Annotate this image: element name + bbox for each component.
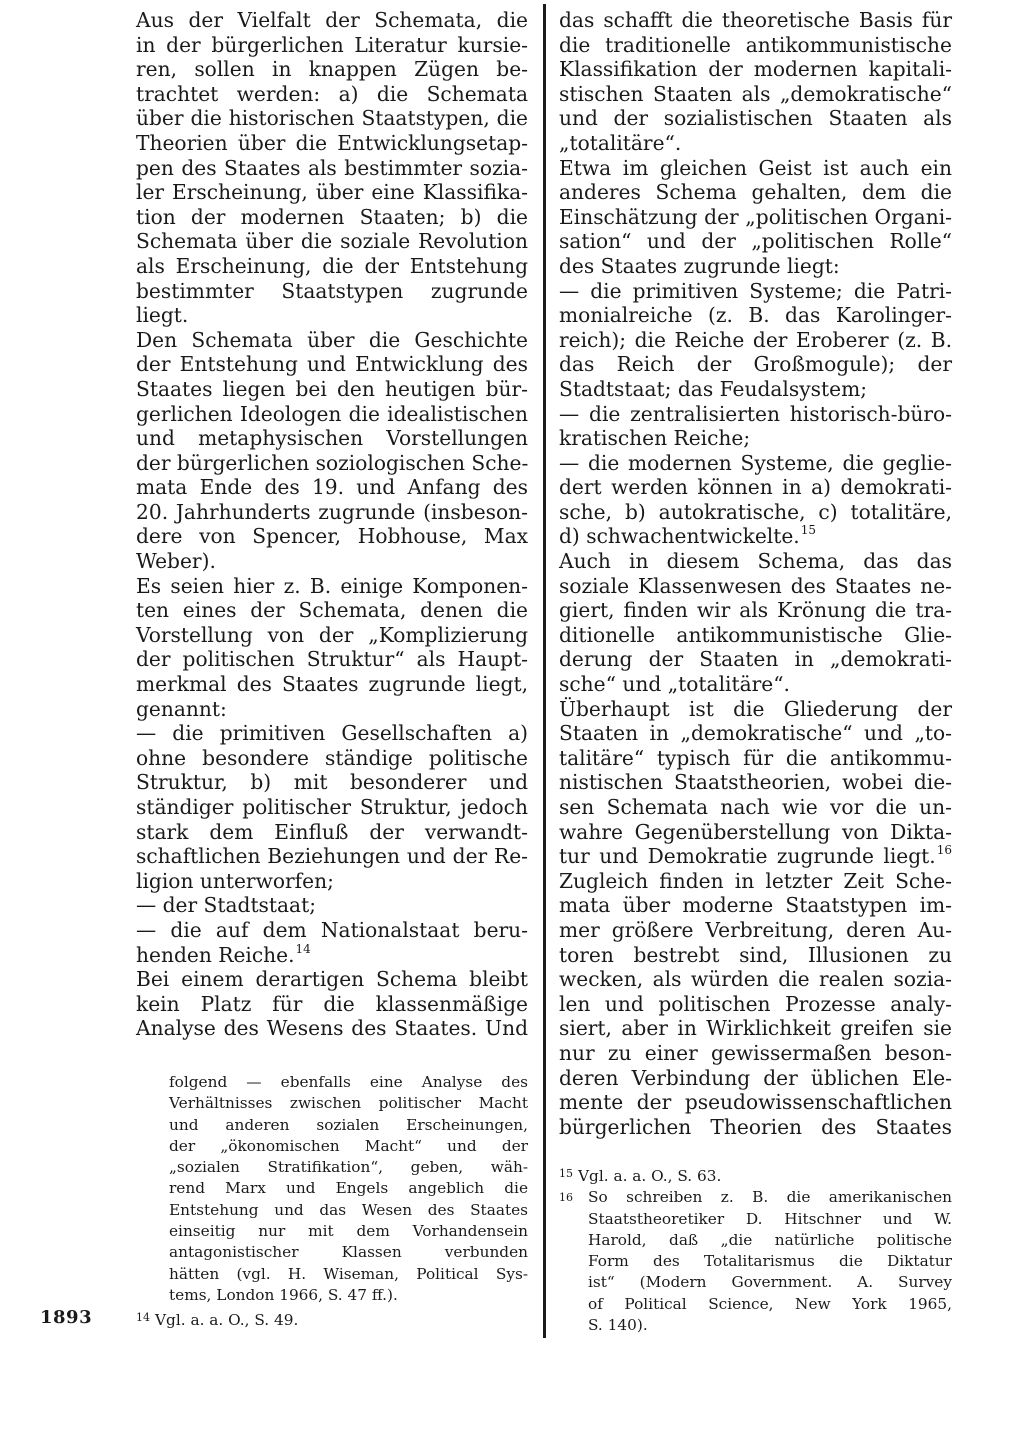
footnote-line: ist“ (Modern Government. A. Survey <box>588 1273 952 1292</box>
text-line: der politischen Struktur“ als Haupt- <box>136 647 528 672</box>
text-line: toren bestrebt sind, Illusionen zu <box>559 942 952 967</box>
text-line: der bürgerlichen soziologischen Sche- <box>136 450 529 475</box>
footnote-15 <box>559 1163 952 1187</box>
text-line: dert werden können in a) demokrati- <box>559 475 952 500</box>
text-line: des Staates zugrunde liegt: <box>559 253 840 278</box>
text-line: ständiger politischer Struktur, jedoch <box>136 795 528 819</box>
text-line: mata Ende des 19. und Anfang des <box>136 475 528 500</box>
footnote-line: S. 140). <box>588 1316 648 1335</box>
footnote-line: und anderen sozialen Erscheinungen, <box>169 1115 528 1134</box>
text-line: stark dem Einfluß der verwandt- <box>136 819 528 844</box>
text-line: Überhaupt ist die Gliederung der <box>559 696 952 721</box>
text-line: Es seien hier z. B. einige Komponen- <box>136 573 528 598</box>
text-line: giert, finden wir als Krönung die tra- <box>559 598 952 623</box>
text-line: tur und Demokratie zugrunde liegt. <box>559 844 936 869</box>
text-line: — der Stadtstaat; <box>136 893 317 918</box>
footnote-line: einseitig nur mit dem Vorhandensein <box>169 1222 528 1241</box>
text-line: ligion unterworfen; <box>136 868 334 893</box>
text-line: Theorien über die Entwicklungsetap- <box>136 130 528 155</box>
text-line: schaftlichen Beziehungen und der Re- <box>136 844 528 869</box>
text-line: Struktur, b) mit besonderer und <box>136 770 528 795</box>
text-line: Staates liegen bei den heutigen bür- <box>136 376 528 401</box>
text-line: — die modernen Systeme, die geglie- <box>559 450 952 475</box>
right-column <box>559 8 952 1139</box>
text-line: Weber). <box>136 549 216 574</box>
text-line: anderes Schema gehalten, dem die <box>559 180 952 205</box>
footnote-16 <box>559 1187 952 1336</box>
text-line: bürgerlichen Theorien des Staates <box>559 1114 952 1139</box>
text-line: sche, b) autokratische, c) totalitäre, <box>559 499 952 524</box>
footnote-continuation <box>136 1072 528 1306</box>
text-line: die traditionelle antikommunistische <box>559 32 952 57</box>
footnote-ref-16[interactable]: 16 <box>936 843 952 858</box>
footnote-text: Vgl. a. a. O., S. 63. <box>578 1167 722 1185</box>
footnote-line: Entstehung und das Wesen des Staates <box>169 1200 528 1219</box>
text-line: Klassifikation der modernen kapitali- <box>559 57 952 82</box>
text-line: — die primitiven Gesellschaften a) <box>136 721 528 746</box>
text-line: und metaphysischen Vorstellungen <box>136 426 528 451</box>
footnote-line: Form des Totalitarismus die Diktatur <box>588 1252 952 1271</box>
text-line: stischen Staaten als „demokratische“ <box>559 81 952 106</box>
text-line: — die zentralisierten historisch-büro- <box>559 401 952 426</box>
text-line: sche“ und „totalitäre“. <box>559 672 790 697</box>
text-line: Stadtstaat; das Feudalsystem; <box>559 376 868 401</box>
footnote-line: So schreiben z. B. die amerikanischen <box>588 1188 952 1207</box>
text-line: wecken, als würden die realen sozia- <box>559 967 952 992</box>
text-line: len und politischen Prozesse analy- <box>559 991 952 1016</box>
left-column <box>136 8 528 1041</box>
text-line: wahre Gegenüberstellung von Dikta- <box>559 819 952 844</box>
column-divider <box>543 4 546 1338</box>
text-line: das schafft die theoretische Basis für <box>559 8 952 32</box>
footnote-ref-15[interactable]: 15 <box>800 523 817 538</box>
text-line: deren Verbindung der üblichen Ele- <box>559 1065 952 1090</box>
footnotes-left <box>136 1072 528 1332</box>
text-line: reich); die Reiche der Eroberer (z. B. <box>559 327 952 352</box>
text-line: henden Reiche. <box>136 942 295 967</box>
text-line: über die historischen Staatstypen, die <box>136 106 528 131</box>
text-line: Bei einem derartigen Schema bleibt <box>136 967 528 992</box>
footnote-line: Staatstheoretiker D. Hitschner und W. <box>588 1209 952 1228</box>
footnote-number: 16 <box>559 1191 573 1205</box>
text-line: Aus der Vielfalt der Schemata, die <box>136 8 528 32</box>
footnote-line: „sozialen Stratifikation“, geben, wäh- <box>169 1158 528 1177</box>
text-line: in der bürgerlichen Literatur kursie- <box>136 32 528 57</box>
text-line: Vorstellung von der „Komplizierung <box>136 622 528 647</box>
text-line: kein Platz für die klassenmäßige <box>136 991 528 1016</box>
text-line: dere von Spencer, Hobhouse, Max <box>136 524 528 549</box>
text-line-with-note <box>136 943 528 968</box>
text-line: ren, sollen in knappen Zügen be- <box>136 57 528 82</box>
text-line: kratischen Reiche; <box>559 426 751 451</box>
footnote-line: rend Marx und Engels angeblich die <box>169 1179 528 1198</box>
text-line: talitäre“ typisch für die antikommu- <box>559 745 952 770</box>
text-line: nur zu einer gewissermaßen beson- <box>559 1040 952 1065</box>
text-line: tion der modernen Staaten; b) die <box>136 204 528 229</box>
text-line: genannt: <box>136 696 227 721</box>
page-number: 1893 <box>40 1307 93 1328</box>
text-line: bestimmter Staatstypen zugrunde <box>136 278 528 303</box>
text-line: ler Erscheinung, über eine Klassifika- <box>136 180 528 205</box>
footnote-number: 15 <box>559 1167 573 1180</box>
text-line-with-note <box>559 524 952 549</box>
text-line: nistischen Staatstheorien, wobei die- <box>559 770 952 795</box>
text-line: d) schwachentwickelte. <box>559 524 800 549</box>
footnote-line: Verhältnisses zwischen politischer Macht <box>169 1094 528 1113</box>
text-line: ten eines der Schemata, denen die <box>136 598 528 623</box>
text-line: liegt. <box>136 303 189 328</box>
text-line: Analyse des Wesens des Staates. Und <box>136 1016 528 1041</box>
text-line: Zugleich finden in letzter Zeit Sche- <box>559 868 952 893</box>
text-line: Etwa im gleichen Geist ist auch ein <box>559 155 952 180</box>
text-line: — die primitiven Systeme; die Patri- <box>559 278 952 303</box>
text-line: sen Schemata nach wie vor die un- <box>559 795 952 819</box>
text-line: mata über moderne Staatstypen im- <box>559 893 952 918</box>
text-line: „totalitäre“. <box>559 130 682 155</box>
text-line: mente der pseudowissenschaftlichen <box>559 1090 952 1115</box>
text-line: Einschätzung der „politischen Organi- <box>559 204 952 229</box>
text-line: der Entstehung und Entwicklung des <box>136 352 528 377</box>
text-line: sation“ und der „politischen Rolle“ <box>559 229 952 254</box>
text-line: siert, aber in Wirklichkeit greifen sie <box>559 1016 952 1041</box>
footnotes-right <box>559 1163 952 1336</box>
footnote-line: of Political Science, New York 1965, <box>588 1294 952 1313</box>
footnote-14 <box>136 1307 528 1331</box>
text-line: Schemata über die soziale Revolution <box>136 229 528 254</box>
footnote-line: folgend — ebenfalls eine Analyse des <box>169 1073 528 1091</box>
footnote-16-body <box>559 1187 952 1336</box>
footnote-line: Harold, daß „die natürliche politische <box>588 1230 952 1249</box>
text-line-with-note <box>559 844 952 869</box>
footnote-line: tems, London 1966, S. 47 ff.). <box>169 1285 398 1304</box>
footnote-ref-14[interactable]: 14 <box>295 941 311 956</box>
text-line: 20. Jahrhunderts zugrunde (insbeson- <box>136 499 528 524</box>
text-line: Staaten in „demokratische“ und „to- <box>559 721 952 746</box>
text-line: pen des Staates als bestimmter sozia- <box>136 155 528 180</box>
text-line: gerlichen Ideologen die idealistischen <box>136 401 528 426</box>
text-line: derung der Staaten in „demokrati- <box>559 647 952 672</box>
text-line: Den Schemata über die Geschichte <box>136 327 528 352</box>
footnote-line: hätten (vgl. H. Wiseman, Political Sys- <box>169 1264 528 1283</box>
footnote-text: Vgl. a. a. O., S. 49. <box>155 1311 299 1330</box>
footnote-line: der „ökonomischen Macht“ und der <box>169 1136 528 1155</box>
text-line: ohne besondere ständige politische <box>136 745 528 770</box>
text-line: merkmal des Staates zugrunde liegt, <box>136 672 528 697</box>
text-line: soziale Klassenwesen des Staates ne- <box>559 573 952 598</box>
footnote-line: antagonistischer Klassen verbunden <box>169 1243 528 1262</box>
text-line: mer größere Verbreitung, deren Au- <box>559 917 952 942</box>
footnote-number: 14 <box>136 1311 150 1325</box>
text-line: Auch in diesem Schema, das das <box>559 549 952 574</box>
text-line: ditionelle antikommunistische Glie- <box>559 622 952 647</box>
text-line: das Reich der Großmogule); der <box>559 352 952 377</box>
text-line: als Erscheinung, die der Entstehung <box>136 253 528 278</box>
text-line: trachtet werden: a) die Schemata <box>136 81 528 106</box>
text-line: und der sozialistischen Staaten als <box>559 106 952 131</box>
text-line: monialreiche (z. B. das Karolinger- <box>559 303 952 328</box>
text-line: — die auf dem Nationalstaat beru- <box>136 917 528 942</box>
